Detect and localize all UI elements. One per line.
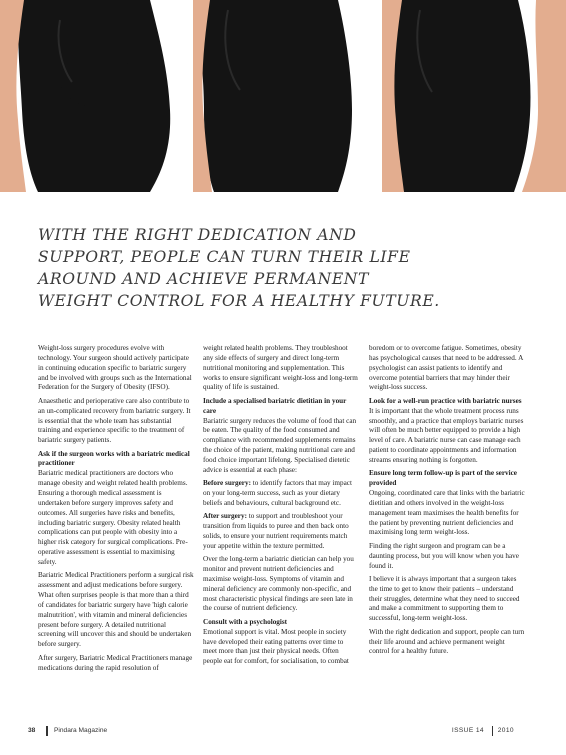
footer-divider (46, 726, 48, 736)
pull-quote-line: WEIGHT CONTROL FOR A HEALTHY FUTURE. (38, 292, 440, 310)
paragraph-label: Before surgery: (203, 479, 251, 488)
paragraph: Weight-loss surgery procedures evolve with technology. Your surgeon should actively participate in continuing education specific to bariatric surgery and be involved with groups such as the International Federation for the Surgery of Obesity (IFSO). (38, 344, 192, 392)
subheading: Include a specialised bariatric dietitian in your care (203, 396, 347, 415)
paragraph: Over the long-term a bariatric dietician can help you monitor and prevent nutrient deficiencies and maximise weight-loss. Symptoms of vitamin and mineral deficiency are commonly non-specific, and most characteristic physical findings are seen late in the course of nutrient deficiency. (203, 555, 354, 613)
paragraph: Bariatric medical practitioners are doctors who manage obesity and weight related health problems. Ensuring a thorough medical assessment is undertaken before surgery improves safety and outcomes. All surgeries have risks and benefits, including bariatric surgery. Obesity related health complications can put people with obesity into a higher risk category for surgical complications. Pre-operative assessment is essential to maximising safety. (38, 469, 188, 566)
pull-quote-line: SUPPORT, PEOPLE CAN TURN THEIR LIFE (38, 248, 411, 266)
issue-year: 2010 (497, 727, 514, 734)
paragraph: Emotional support is vital. Most people in society have developed their eating patterns over time to meet more than just their physical needs. Often people eat for comfort, for socialisation, to combat (203, 627, 349, 666)
article-body (0, 344, 566, 716)
subheading: Look for a well-run practice with bariatric nurses (369, 396, 522, 405)
figure-after (382, 0, 566, 192)
paragraph: weight related health problems. They troubleshoot any side effects of surgery and direct long-term nutritional monitoring and supplementation. This works to ensure significant weight-loss and long-term quality of life is sustained. (203, 344, 358, 392)
footer-divider (492, 726, 494, 736)
subheading: Ask if the surgeon works with a bariatric medical practitioner (38, 449, 190, 468)
issue-number: ISSUE 14 (451, 727, 484, 734)
paragraph (203, 512, 359, 551)
paragraph (203, 479, 359, 509)
pull-quote-line: WITH THE RIGHT DEDICATION AND (38, 226, 357, 244)
magazine-name: Pindara Magazine (54, 727, 108, 734)
figure-middle (193, 0, 352, 192)
column-2 (203, 344, 359, 671)
paragraph-text: to support and troubleshoot your transition from liquids to puree and then back onto solids, to ensure your nutrient requirements match your appetite within the texture permitted. (203, 512, 349, 550)
paragraph: Finding the right surgeon and program can be a daunting process, but you will know when you have found it. (369, 541, 519, 570)
weight-loss-progression-photo (0, 0, 566, 192)
subheading: Ensure long term follow-up is part of the service provided (369, 469, 517, 488)
paragraph: I believe it is always important that a surgeon takes the time to get to know their patients – understand their struggles, determine what they need to succeed and make a commitment to supporting them to successful, long-term weight-loss. (369, 574, 520, 623)
paragraph-label: After surgery: (203, 512, 247, 521)
paragraph: With the right dedication and support, people can turn their life around and achieve permanent weight control for a healthy future. (369, 627, 525, 656)
paragraph: Anaesthetic and perioperative care also contribute to an un-complicated recovery from bariatric surgery. It is essential that the whole team has substantial training and experience specific to the treatment of bariatric surgery patients. (38, 396, 191, 445)
paragraph: boredom or to overcome fatigue. Sometimes, obesity has psychological causes that need to be addressed. A psychologist can assist patients to identify and overcome potential barriers that may hinder their weight-loss success. (369, 344, 523, 392)
pull-quote (38, 224, 558, 312)
paragraph: It is important that the whole treatment process runs smoothly, and a practice that employs bariatric nurses will often be much better equipped to provide a high level of care. A bariatric nurse can case manage each patient to coordinate appointments and information streams ensuring nothing is forgotten. (369, 406, 524, 464)
weight-loss-photo (0, 0, 566, 192)
pull-quote-line: AROUND AND ACHIEVE PERMANENT (38, 270, 370, 288)
paragraph: Ongoing, coordinated care that links with the bariatric dietitian and others involved in the weight-loss management team maximises the health benefits for the patient by preventing nutrient deficiencies and maximising long term weight-loss. (369, 489, 525, 537)
page-footer (0, 726, 566, 740)
paragraph: After surgery, Bariatric Medical Practitioners manage medications during the rapid resolution of (38, 653, 193, 672)
column-1 (38, 344, 194, 677)
paragraph-text: to identify factors that may impact on your long-term success, such as your dietary beliefs and behaviours, cultural background etc. (203, 479, 352, 507)
paragraph: Bariatric surgery reduces the volume of food that can be eaten. The quality of the food consumed and compliance with recommended supplements remains the choice of the patient, making nutritional care and food choice important lifelong. Specialised dietetic advice is essential at each phase: (203, 416, 357, 474)
subheading: Consult with a psychologist (203, 617, 288, 626)
paragraph: Bariatric Medical Practitioners perform a surgical risk assessment and adjust medications before surgery. What often surprises people is that more than a third of candidates for bariatric surgery have 'high calorie malnutrition', with vitamin and mineral deficiencies present before surgery. A detailed nutritional screening will uncover this and should be undertaken before surgery. (38, 571, 194, 649)
page-number: 38 (28, 727, 36, 734)
column-3 (369, 344, 525, 661)
